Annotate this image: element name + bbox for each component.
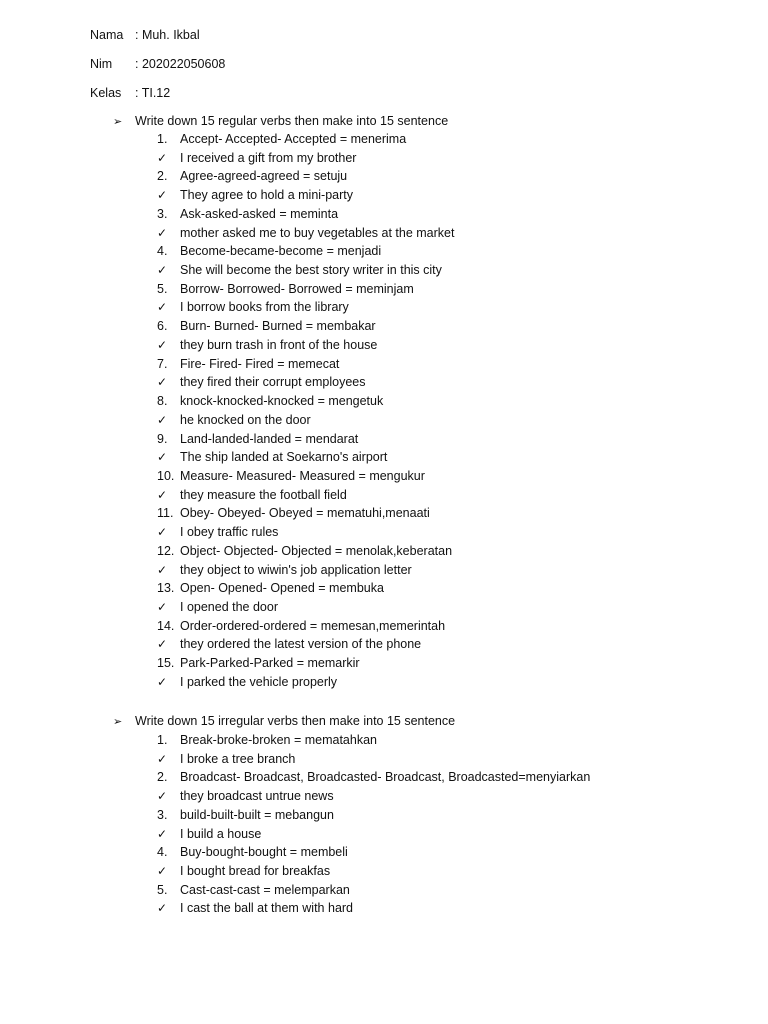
nim-row [90, 55, 225, 73]
example-sentence: I received a gift from my brother [180, 150, 357, 165]
item-number: 7. [157, 356, 168, 371]
sentence-row [157, 787, 590, 806]
arrow-bullet-icon: ➢ [113, 716, 123, 728]
example-sentence: I obey traffic rules [180, 525, 279, 540]
example-sentence: they fired their corrupt employees [180, 375, 366, 390]
checkmark-icon: ✓ [157, 412, 168, 427]
checkmark-icon: ✓ [157, 263, 168, 278]
verb-forms: Borrow- Borrowed- Borrowed = meminjam [180, 281, 414, 296]
checkmark-icon: ✓ [157, 188, 168, 203]
sentence-row [157, 635, 454, 654]
section-regular-heading [113, 112, 448, 131]
example-sentence: they broadcast untrue news [180, 789, 334, 804]
checkmark-icon: ✓ [157, 789, 168, 804]
sentence-row [157, 149, 454, 168]
checkmark-icon: ✓ [157, 150, 168, 165]
sentence-row [157, 598, 454, 617]
example-sentence: They agree to hold a mini-party [180, 188, 354, 203]
checkmark-icon: ✓ [157, 487, 168, 502]
verb-forms: Object- Objected- Objected = menolak,keberatan [180, 543, 453, 558]
sentence-row [157, 486, 454, 505]
verb-row [157, 654, 454, 673]
item-number: 3. [157, 206, 168, 221]
verb-row [157, 167, 454, 186]
item-number: 6. [157, 319, 168, 334]
verb-row [157, 205, 454, 224]
verb-forms: Accept- Accepted- Accepted = menerima [180, 132, 407, 146]
sentence-row [157, 373, 454, 392]
irregular-verbs-list [157, 731, 590, 918]
example-sentence: I opened the door [180, 599, 278, 614]
sentence-row [157, 336, 454, 355]
item-number: 15. [157, 656, 175, 671]
checkmark-icon: ✓ [157, 300, 168, 315]
sentence-row [157, 561, 454, 580]
arrow-bullet-icon: ➢ [113, 116, 123, 128]
verb-row [157, 467, 454, 486]
checkmark-icon: ✓ [157, 826, 168, 841]
verb-forms: Open- Opened- Opened = membuka [180, 581, 384, 596]
item-number: 10. [157, 468, 175, 483]
verb-forms: Become-became-become = menjadi [180, 244, 382, 259]
name-value: : Muh. Ikbal [135, 28, 200, 42]
verb-row [157, 392, 454, 411]
class-label: Kelas [90, 86, 122, 100]
verb-row [157, 617, 454, 636]
sentence-row [157, 448, 454, 467]
class-row [90, 84, 170, 102]
item-number: 13. [157, 581, 175, 596]
verb-row [157, 504, 454, 523]
checkmark-icon: ✓ [157, 337, 168, 352]
class-value: : TI.12 [135, 86, 171, 100]
verb-forms: Measure- Measured- Measured = mengukur [180, 468, 425, 483]
item-number: 5. [157, 882, 168, 897]
item-number: 9. [157, 431, 168, 446]
item-number: 1. [157, 733, 168, 747]
example-sentence: they ordered the latest version of the phone [180, 637, 422, 652]
item-number: 4. [157, 845, 168, 860]
example-sentence: I parked the vehicle properly [180, 674, 338, 689]
sentence-row [157, 224, 454, 243]
example-sentence: they object to wiwin's job application letter [180, 562, 412, 577]
verb-forms: Cast-cast-cast = melemparkan [180, 882, 350, 897]
checkmark-icon: ✓ [157, 450, 168, 465]
item-number: 2. [157, 770, 168, 785]
verb-forms: Ask-asked-asked = meminta [180, 206, 339, 221]
verb-forms: Park-Parked-Parked = memarkir [180, 656, 360, 671]
item-number: 14. [157, 618, 175, 633]
verb-forms: Break-broke-broken = mematahkan [180, 733, 377, 747]
verb-forms: Order-ordered-ordered = memesan,memerintah [180, 618, 446, 633]
checkmark-icon: ✓ [157, 525, 168, 540]
verb-row [157, 731, 590, 750]
sentence-row [157, 261, 454, 280]
verb-forms: Broadcast- Broadcast, Broadcasted- Broadcast, Broadcasted=menyiarkan [180, 770, 591, 785]
checkmark-icon: ✓ [157, 901, 168, 916]
example-sentence: mother asked me to buy vegetables at the market [180, 225, 455, 240]
checkmark-icon: ✓ [157, 225, 168, 240]
example-sentence: I cast the ball at them with hard [180, 901, 354, 916]
verb-forms: Land-landed-landed = mendarat [180, 431, 359, 446]
verb-forms: build-built-built = mebangun [180, 807, 334, 822]
verb-forms: knock-knocked-knocked = mengetuk [180, 394, 384, 409]
checkmark-icon: ✓ [157, 751, 168, 766]
sentence-row [157, 825, 590, 844]
verb-row [157, 355, 454, 374]
verb-forms: Agree-agreed-agreed = setuju [180, 169, 348, 184]
item-number: 3. [157, 807, 168, 822]
verb-row [157, 806, 590, 825]
sentence-row [157, 298, 454, 317]
sentence-row [157, 411, 454, 430]
checkmark-icon: ✓ [157, 599, 168, 614]
sentence-row [157, 673, 454, 692]
nim-label: Nim [90, 57, 113, 71]
verb-forms: Buy-bought-bought = membeli [180, 845, 348, 860]
example-sentence: they measure the football field [180, 487, 347, 502]
checkmark-icon: ✓ [157, 864, 168, 879]
example-sentence: I borrow books from the library [180, 300, 349, 315]
item-number: 1. [157, 132, 168, 146]
verb-row [157, 542, 454, 561]
regular-verbs-list [157, 130, 454, 692]
item-number: 2. [157, 169, 168, 184]
section-title: Write down 15 regular verbs then make into 15 sentence [135, 114, 449, 128]
example-sentence: I bought bread for breakfas [180, 864, 331, 879]
verb-row [157, 242, 454, 261]
section-title: Write down 15 irregular verbs then make into 15 sentence [135, 714, 456, 728]
name-label: Nama [90, 28, 124, 42]
nim-value: : 202022050608 [135, 57, 226, 71]
sentence-row [157, 186, 454, 205]
verb-forms: Obey- Obeyed- Obeyed = mematuhi,menaati [180, 506, 430, 521]
checkmark-icon: ✓ [157, 674, 168, 689]
example-sentence: The ship landed at Soekarno's airport [180, 450, 388, 465]
verb-row [157, 843, 590, 862]
item-number: 5. [157, 281, 168, 296]
example-sentence: they burn trash in front of the house [180, 337, 378, 352]
verb-row [157, 130, 454, 149]
item-number: 4. [157, 244, 168, 259]
verb-forms: Fire- Fired- Fired = memecat [180, 356, 340, 371]
name-row [90, 26, 200, 44]
example-sentence: She will become the best story writer in this city [180, 263, 442, 278]
verb-row [157, 280, 454, 299]
verb-row [157, 430, 454, 449]
verb-row [157, 881, 590, 900]
verb-forms: Burn- Burned- Burned = membakar [180, 319, 376, 334]
verb-row [157, 768, 590, 787]
checkmark-icon: ✓ [157, 637, 168, 652]
item-number: 11. [157, 506, 174, 521]
section-irregular-heading [113, 712, 455, 731]
checkmark-icon: ✓ [157, 375, 168, 390]
item-number: 12. [157, 543, 175, 558]
item-number: 8. [157, 394, 168, 409]
sentence-row [157, 523, 454, 542]
sentence-row [157, 750, 590, 769]
sentence-row [157, 899, 590, 918]
example-sentence: I broke a tree branch [180, 751, 296, 766]
example-sentence: he knocked on the door [180, 412, 311, 427]
example-sentence: I build a house [180, 826, 262, 841]
verb-row [157, 317, 454, 336]
checkmark-icon: ✓ [157, 562, 168, 577]
sentence-row [157, 862, 590, 881]
verb-row [157, 579, 454, 598]
